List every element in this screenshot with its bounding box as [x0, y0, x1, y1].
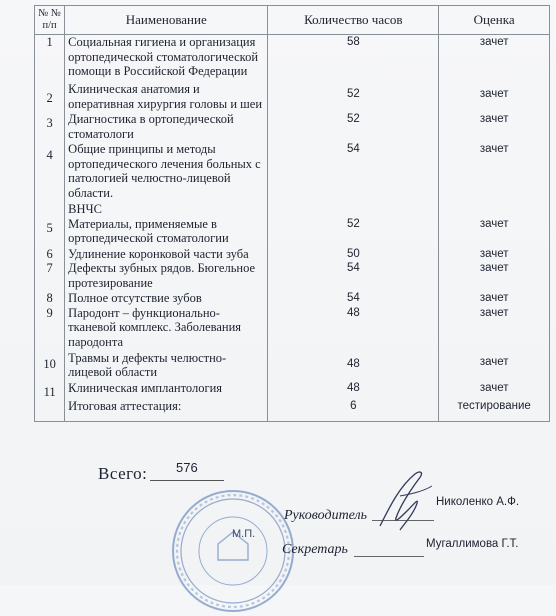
row-hours: 52	[268, 82, 439, 112]
row-num	[35, 399, 65, 422]
row-grade: зачет	[439, 291, 550, 306]
row-hours: 48	[268, 351, 439, 381]
row-grade: зачет	[439, 247, 550, 262]
row-grade: зачет	[439, 112, 550, 142]
row-name: Материалы, применяемые в ортопедической стоматологии	[65, 217, 268, 247]
table-row	[35, 247, 550, 262]
table-row	[35, 399, 550, 422]
row-grade	[439, 202, 550, 217]
table-row	[35, 351, 550, 381]
table-row	[35, 35, 550, 83]
row-name: Клиническая имплантология	[65, 381, 268, 400]
header-grade: Оценка	[439, 6, 550, 35]
secretary-name: Мугаллимова Г.Т.	[426, 538, 519, 550]
header-num: № № п/п	[35, 6, 65, 35]
header-hours: Количество часов	[268, 6, 439, 35]
row-name: Полное отсутствие зубов	[65, 291, 268, 306]
stamp-mark: М.П.	[232, 528, 256, 540]
row-grade: зачет	[439, 35, 550, 83]
row-num: 11	[35, 381, 65, 400]
row-num: 4	[35, 142, 65, 202]
row-num: 8	[35, 291, 65, 306]
row-hours: 54	[268, 261, 439, 291]
stamp-seal-icon	[168, 486, 298, 616]
row-num: 5	[35, 217, 65, 247]
table-row	[35, 202, 550, 217]
table-row	[35, 306, 550, 351]
row-num: 9	[35, 306, 65, 351]
row-name: Общие принципы и методы ортопедического лечения больных с патологией челюстно-лицевой области.	[65, 142, 268, 202]
head-name: Николенко А.Ф.	[436, 496, 520, 508]
total-label: Всего:	[98, 464, 148, 483]
row-grade: зачет	[439, 217, 550, 247]
row-name: Итоговая аттестация:	[65, 399, 268, 422]
row-hours: 54	[268, 291, 439, 306]
row-grade: тестирование	[439, 399, 550, 422]
head-role: Руководитель	[284, 508, 368, 523]
table-header	[35, 6, 550, 35]
row-hours: 52	[268, 217, 439, 247]
row-num	[35, 202, 65, 217]
row-name: Пародонт – функционально-тканевой комплекс. Заболевания пародонта	[65, 306, 268, 351]
row-hours: 58	[268, 35, 439, 83]
row-name: Клиническая анатомия и оперативная хирургия головы и шеи	[65, 82, 268, 112]
row-num: 10	[35, 351, 65, 381]
handwritten-signature-icon	[370, 466, 440, 536]
row-num: 2	[35, 82, 65, 112]
row-grade: зачет	[439, 261, 550, 291]
row-hours: 6	[268, 399, 439, 422]
table-row	[35, 381, 550, 400]
table-row	[35, 82, 550, 112]
row-grade: зачет	[439, 142, 550, 202]
courses-table	[34, 5, 550, 422]
row-name: Удлинение коронковой части зуба	[65, 247, 268, 262]
row-name: Социальная гигиена и организация ортопедической стоматологической помощи в Российской Федерации	[65, 35, 268, 83]
header-name: Наименование	[65, 6, 268, 35]
table-row	[35, 217, 550, 247]
row-grade: зачет	[439, 381, 550, 400]
row-name: ВНЧС	[65, 202, 268, 217]
secretary-role: Секретарь	[282, 542, 348, 557]
row-num: 1	[35, 35, 65, 83]
table-row	[35, 261, 550, 291]
row-num: 3	[35, 112, 65, 142]
row-hours: 52	[268, 112, 439, 142]
row-hours: 48	[268, 381, 439, 400]
total-underline	[150, 480, 224, 481]
row-grade: зачет	[439, 82, 550, 112]
row-num: 7	[35, 261, 65, 291]
table-row	[35, 291, 550, 306]
row-num: 6	[35, 247, 65, 262]
row-hours: 54	[268, 142, 439, 202]
row-name: Диагностика в ортопедической стоматологи	[65, 112, 268, 142]
row-hours: 48	[268, 306, 439, 351]
total-value: 576	[176, 460, 198, 475]
row-name: Травмы и дефекты челюстно-лицевой области	[65, 351, 268, 381]
table-row	[35, 112, 550, 142]
row-hours: 50	[268, 247, 439, 262]
row-grade: зачет	[439, 351, 550, 381]
table-row	[35, 142, 550, 202]
row-hours	[268, 202, 439, 217]
row-grade: зачет	[439, 306, 550, 351]
row-name: Дефекты зубных рядов. Бюгельное протезирование	[65, 261, 268, 291]
secretary-signature-line	[354, 556, 424, 557]
